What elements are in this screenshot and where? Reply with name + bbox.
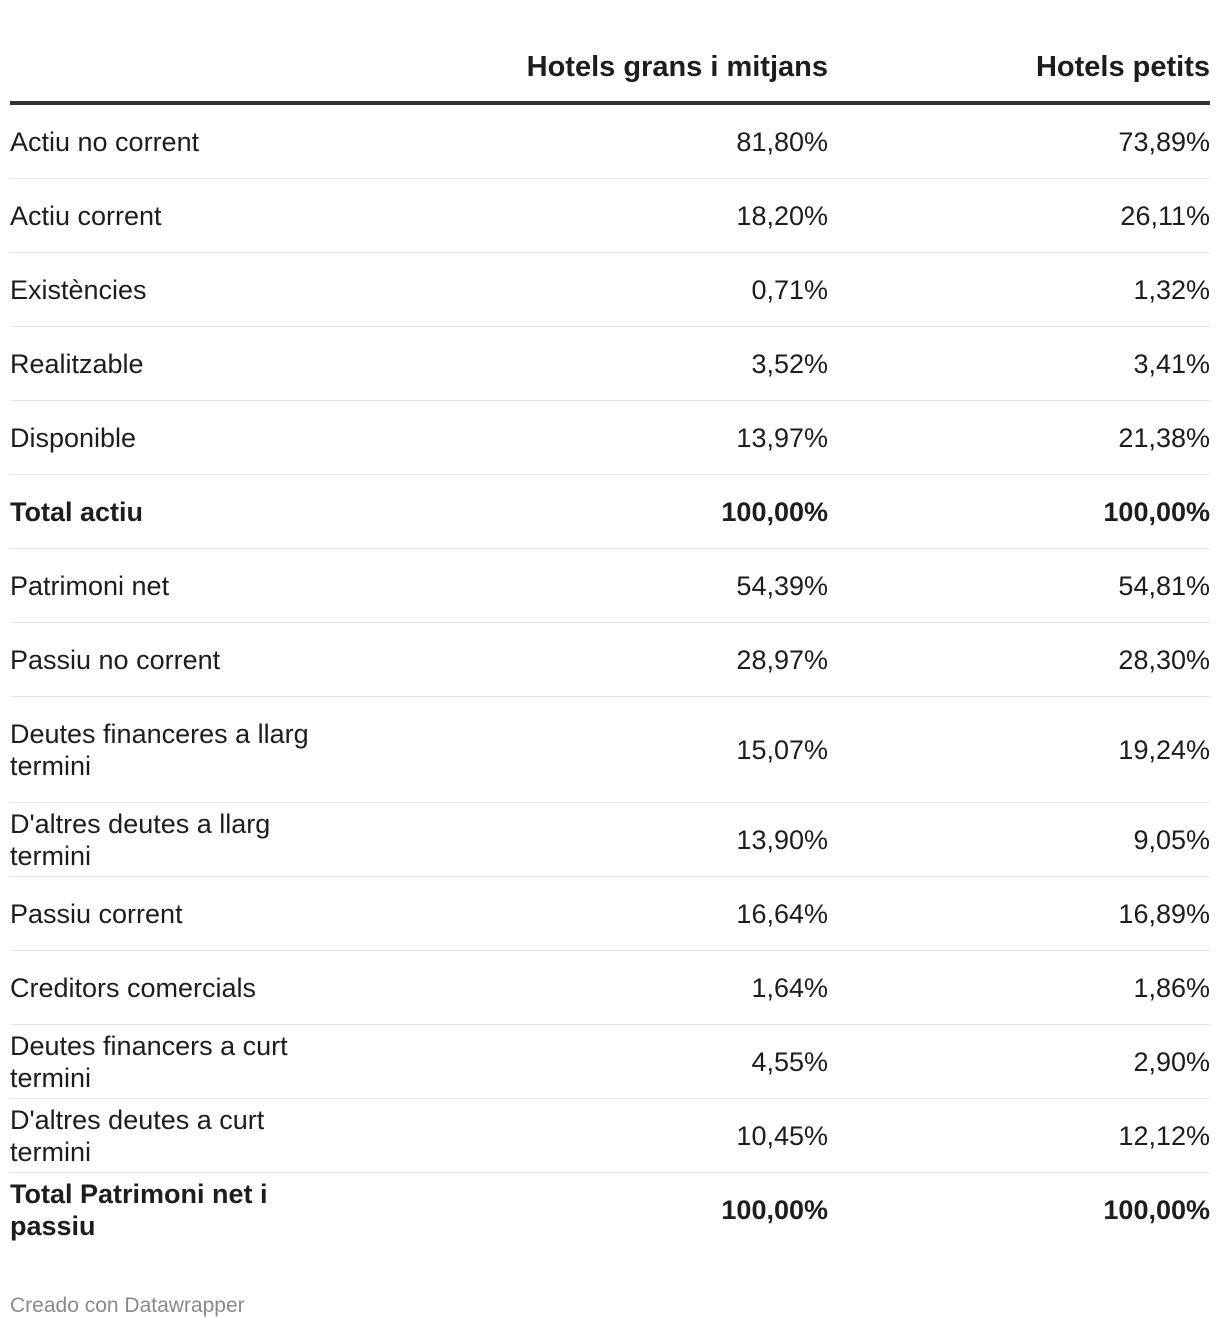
value-hotels-petits: 12,12%: [828, 1099, 1210, 1173]
table-row: [10, 951, 1210, 1025]
value-hotels-grans: 100,00%: [721, 1194, 828, 1225]
column-header-label: [10, 38, 410, 103]
table-row: [10, 803, 1210, 877]
value-hotels-petits: 21,38%: [828, 401, 1210, 475]
table-row: [10, 179, 1210, 253]
value-hotels-grans: 16,64%: [410, 877, 828, 951]
row-label-cell: [10, 877, 410, 951]
row-label: D'altres deutes a llarg termini: [10, 808, 271, 871]
row-label: Actiu no corrent: [10, 126, 200, 157]
column-header-hotels-grans: Hotels grans i mitjans: [410, 38, 828, 103]
row-label: Passiu corrent: [10, 898, 183, 929]
table-row: [10, 327, 1210, 401]
value-hotels-petits: 100,00%: [828, 475, 1210, 549]
row-label: Deutes financers a curt termini: [10, 1030, 288, 1093]
row-label-cell: [10, 1099, 410, 1173]
table-container: [10, 0, 1210, 1318]
value-hotels-petits: 3,41%: [828, 327, 1210, 401]
value-hotels-petits: 2,90%: [828, 1025, 1210, 1099]
row-label-cell: [10, 549, 410, 623]
value-hotels-petits: 26,11%: [828, 179, 1210, 253]
value-hotels-petits: 9,05%: [828, 803, 1210, 877]
row-label-cell: [10, 951, 410, 1025]
value-hotels-grans: 54,39%: [410, 549, 828, 623]
row-label-cell: [10, 327, 410, 401]
row-label-cell: [10, 179, 410, 253]
value-hotels-grans: 3,52%: [410, 327, 828, 401]
value-hotels-petits: 54,81%: [828, 549, 1210, 623]
row-label: Creditors comercials: [10, 972, 257, 1003]
value-hotels-grans: 0,71%: [410, 253, 828, 327]
row-label: Realitzable: [10, 348, 144, 379]
column-header-hotels-petits: Hotels petits: [828, 38, 1210, 103]
table-row: [10, 877, 1210, 951]
value-hotels-grans: 13,97%: [410, 401, 828, 475]
table-row: [10, 401, 1210, 475]
row-label: Deutes financeres a llarg termini: [10, 718, 309, 781]
value-hotels-petits: 28,30%: [828, 623, 1210, 697]
table-row: [10, 253, 1210, 327]
table-row: [10, 1025, 1210, 1099]
table-row: [10, 623, 1210, 697]
value-hotels-petits: 73,89%: [828, 103, 1210, 179]
value-hotels-grans: 4,55%: [410, 1025, 828, 1099]
footer-credit: Creado con Datawrapper: [10, 1294, 245, 1317]
row-label: Disponible: [10, 422, 137, 453]
value-hotels-grans: 28,97%: [410, 623, 828, 697]
value-hotels-petits: 19,24%: [828, 697, 1210, 803]
value-hotels-petits: 1,86%: [828, 951, 1210, 1025]
row-label: Existències: [10, 274, 147, 305]
row-label: Actiu corrent: [10, 200, 162, 231]
row-label-cell: [10, 1173, 410, 1247]
value-hotels-grans: 13,90%: [410, 803, 828, 877]
value-hotels-grans: 81,80%: [410, 103, 828, 179]
row-label-cell: [10, 697, 410, 803]
row-label: Patrimoni net: [10, 570, 170, 601]
value-hotels-petits: 16,89%: [828, 877, 1210, 951]
row-label: Passiu no corrent: [10, 644, 221, 675]
table-body: [10, 103, 1210, 1246]
value-hotels-petits: 100,00%: [1103, 1194, 1210, 1225]
row-label-cell: [10, 623, 410, 697]
data-table: [10, 38, 1210, 1246]
row-label: D'altres deutes a curt termini: [10, 1104, 265, 1167]
row-label-cell: [10, 1025, 410, 1099]
table-row: [10, 1173, 1210, 1247]
table-header: [10, 38, 1210, 103]
table-row: [10, 549, 1210, 623]
header-row: [10, 38, 1210, 103]
row-label-cell: [10, 803, 410, 877]
value-hotels-grans: 15,07%: [410, 697, 828, 803]
row-label-cell: [10, 253, 410, 327]
value-hotels-grans: 1,64%: [410, 951, 828, 1025]
value-hotels-grans: 100,00%: [410, 475, 828, 549]
row-label-cell: [10, 103, 410, 179]
row-label-cell: [10, 401, 410, 475]
table-row: [10, 1099, 1210, 1173]
value-hotels-grans: 10,45%: [410, 1099, 828, 1173]
value-hotels-grans: 18,20%: [410, 179, 828, 253]
table-row: [10, 103, 1210, 179]
row-label-cell: [10, 475, 410, 549]
table-row: [10, 697, 1210, 803]
table-row: [10, 475, 1210, 549]
row-label: Total actiu: [10, 496, 144, 527]
value-hotels-petits: 1,32%: [828, 253, 1210, 327]
row-label: Total Patrimoni net i passiu: [10, 1178, 268, 1241]
